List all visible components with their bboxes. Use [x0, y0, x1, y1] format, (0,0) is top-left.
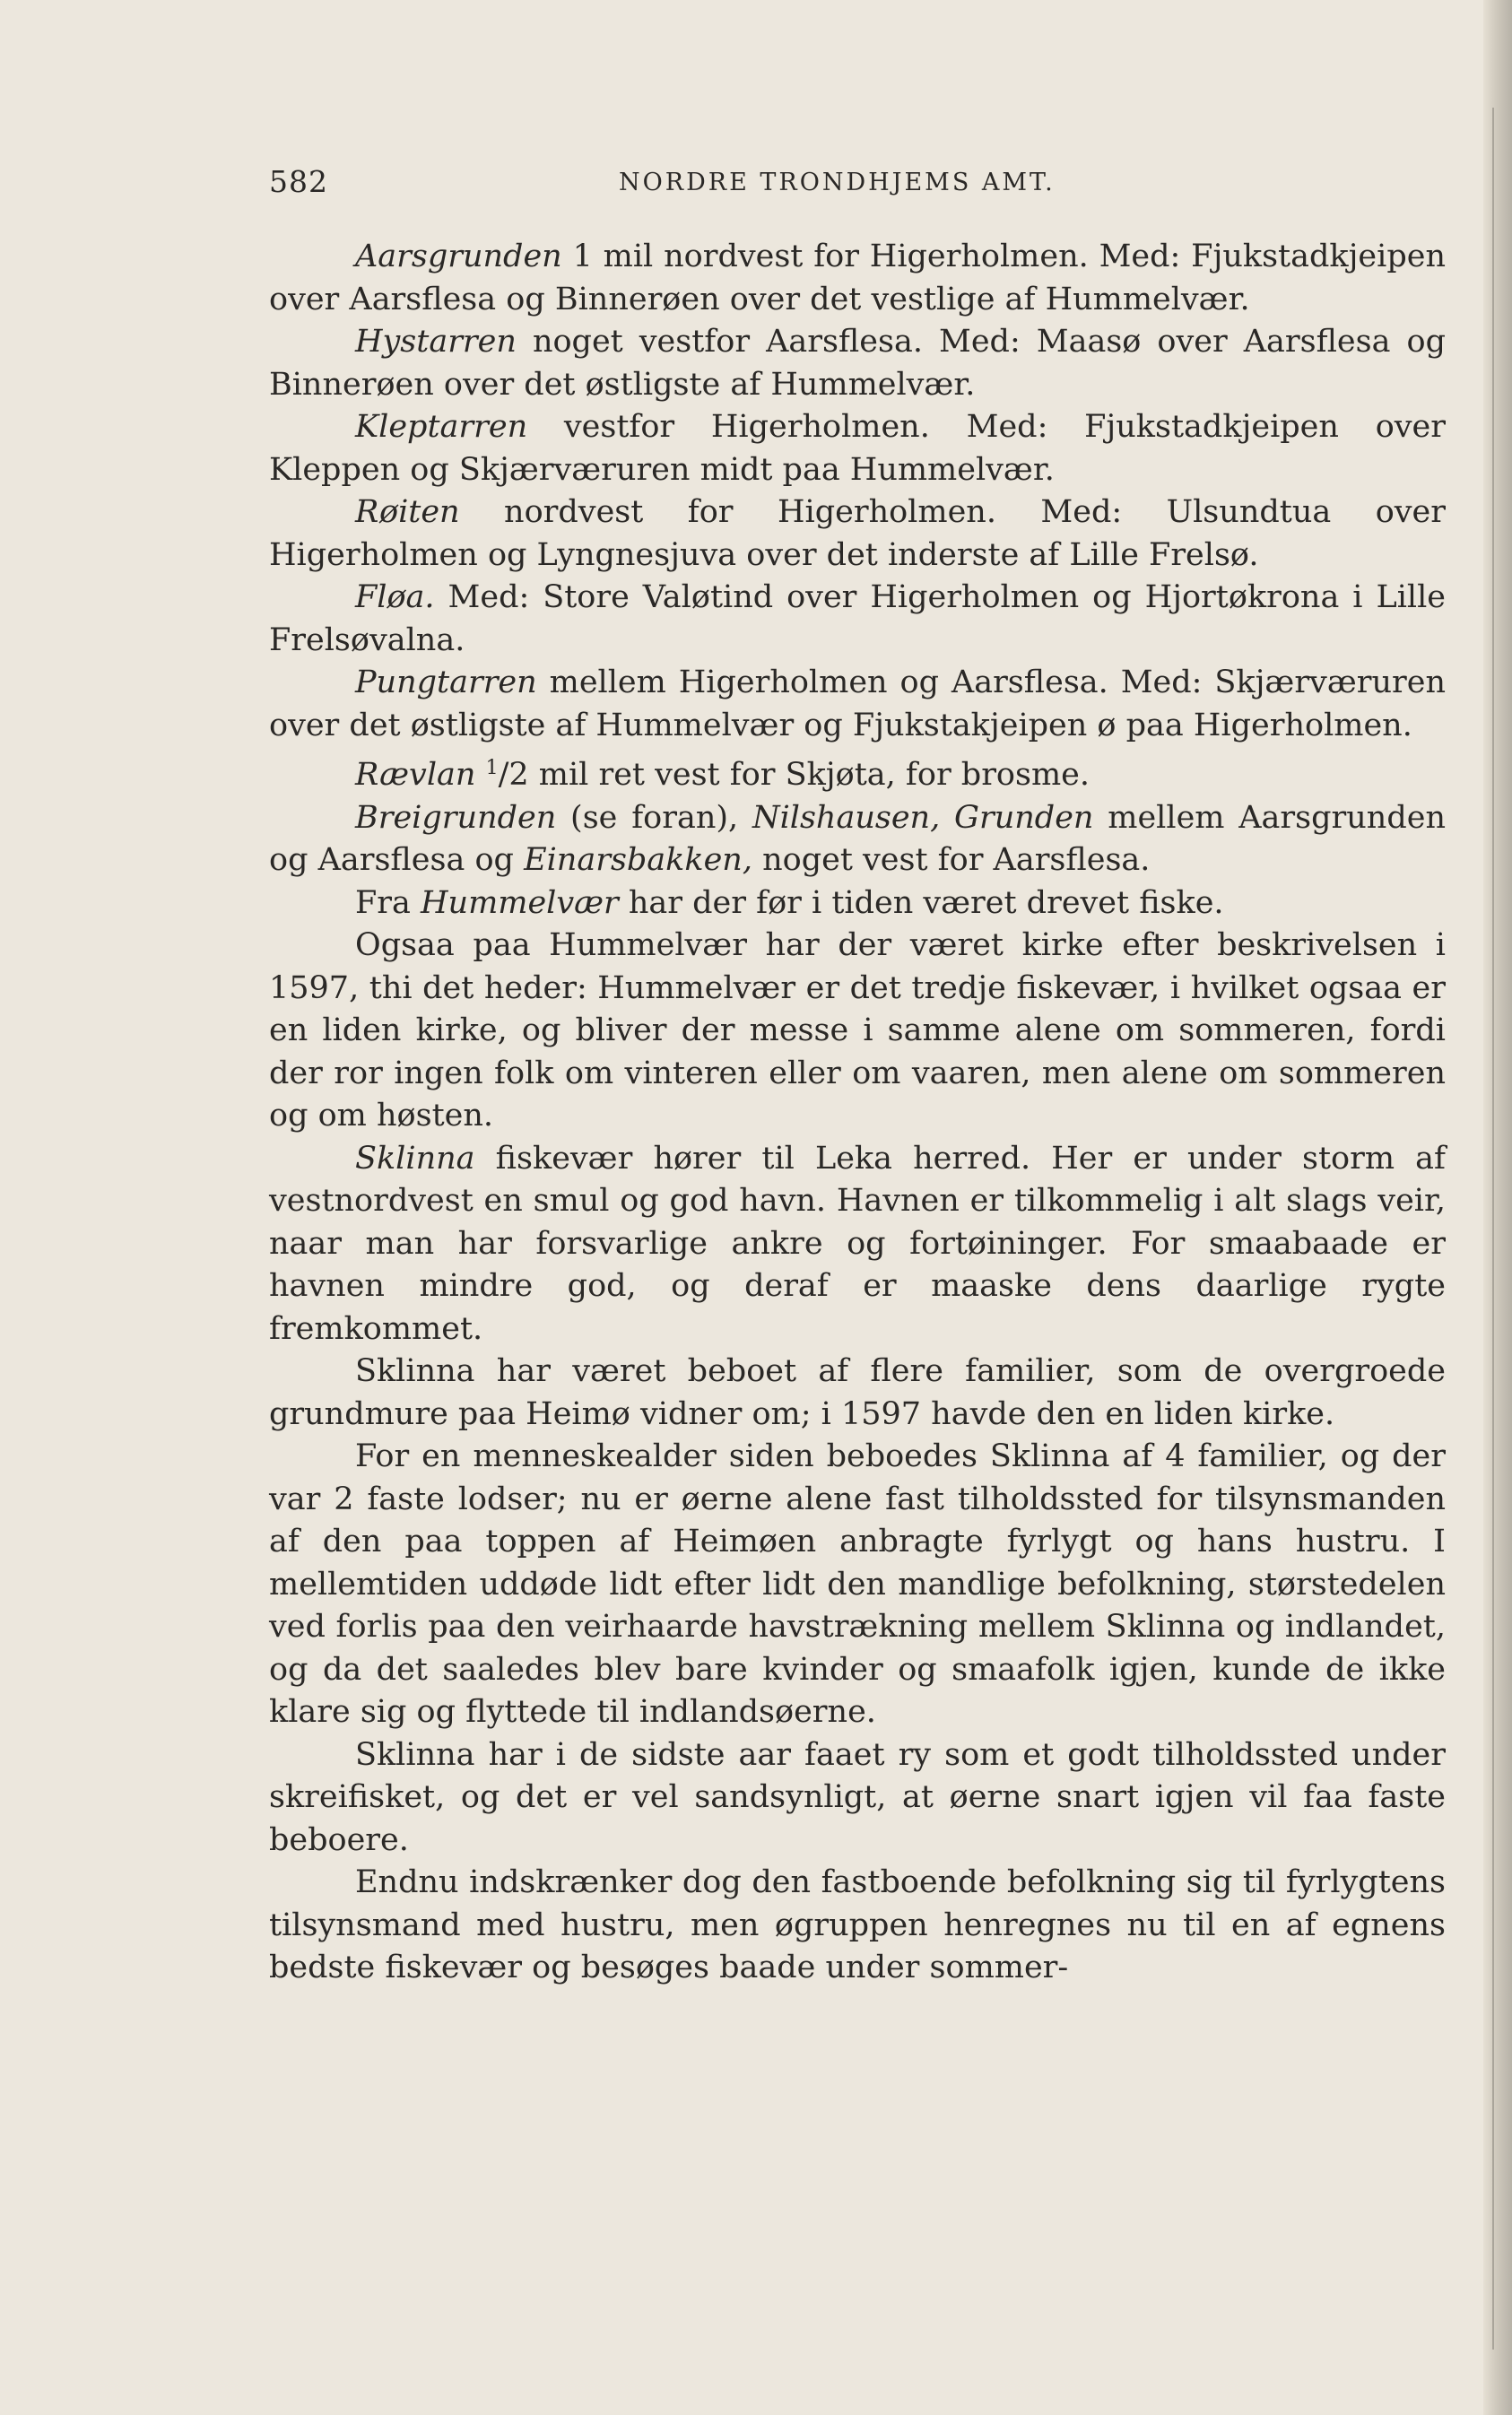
paragraph-text: (se foran),: [556, 799, 752, 836]
place-name: Breigrunden: [355, 799, 557, 836]
page-edge-shadow: [1483, 0, 1512, 2415]
paragraph-text: Fra: [355, 884, 421, 921]
paragraph-text: fiskevær hører til Leka herred. Her er under storm af vestnordvest en smul og god havn. Havnen er tilkommelig i alt slags veir, naar man har forsvarlige ankre og fortøininger. For smaabaade er havnen mindre god, og deraf er maaske dens daarlige rygte fremkommet.: [269, 1140, 1446, 1347]
page-header: [269, 164, 1446, 209]
place-name: Hystarren: [355, 324, 517, 360]
paragraph-text: nordvest for Higerholmen. Med: Ulsundtua over Higerholmen og Lyngnesjuva over det inderste af Lille Frelsø.: [269, 494, 1446, 573]
paragraph-kleptarren: [269, 406, 1446, 491]
paragraph-text: vestfor Higerholmen. Med: Fjukstadkjeipen over Kleppen og Skjærværuren midt paa Hummelvær.: [269, 409, 1446, 488]
paragraph-breigrunden: [269, 797, 1446, 882]
place-name: Rævlan: [355, 757, 476, 793]
running-head: NORDRE TRONDHJEMS AMT.: [619, 169, 1056, 196]
place-name: Hummelvær: [421, 884, 619, 921]
place-name: Sklinna: [355, 1140, 475, 1177]
paragraph-floa: [269, 577, 1446, 662]
paragraph-ry: Sklinna har i de sidste aar faaet ry som et godt tilholdssted under skreifisket, og det er vel sandsynligt, at øerne snart igjen vil faa faste beboere.: [269, 1736, 1446, 1858]
paragraph-roiten: [269, 491, 1446, 577]
paragraph-hystarren: [269, 321, 1446, 406]
fraction-denominator: /2: [498, 757, 529, 793]
paragraph-endnu: Endnu indskrænker dog den fastboende befolkning sig til fyrlygtens tilsynsmand med hustru, men øgruppen henregnes nu til en af egnens bedste fiskevær og besøges baade under sommer-: [269, 1864, 1446, 1985]
paragraph-text: har der før i tiden været drevet fiske.: [618, 884, 1224, 921]
page-edge-line: [1492, 108, 1494, 2350]
place-name: Nilshausen,: [752, 799, 941, 836]
place-name: Røiten: [355, 494, 460, 530]
place-name: Einarsbakken,: [524, 842, 752, 878]
paragraph-text: mellem Aarsgrunden og Aarsflesa og: [269, 799, 1446, 878]
place-name: Aarsgrunden: [355, 239, 562, 274]
paragraph-text: Med: Store Valøtind over Higerholmen og Hjortøkrona i Lille Frelsøvalna.: [269, 579, 1446, 658]
paragraph-text: mellem Higerholmen og Aarsflesa. Med: Skjærværuren over det østligste af Hummelvær og Fjukstakjeipen ø paa Higerholmen.: [269, 665, 1446, 743]
place-name: Grunden: [954, 799, 1094, 836]
body-text: [269, 236, 1446, 1990]
paragraph-text: [940, 800, 954, 836]
paragraph-sklinna: [269, 1138, 1446, 1351]
paragraph-sklinna-beboet: Sklinna har været beboet af flere familier, som de overgroede grundmure paa Heimø vidner om; i 1597 havde den en liden kirke.: [269, 1353, 1446, 1432]
place-name: Pungtarren: [355, 665, 537, 700]
paragraph-text: noget vestfor Aarsflesa. Med: Maasø over Aarsflesa og Binnerøen over det østligste af Hummelvær.: [269, 324, 1446, 403]
paragraph-menneskealder: For en menneskealder siden beboedes Sklinna af 4 familier, og der var 2 faste lodser; nu er øerne alene fast tilholdssted for tilsynsmanden af den paa toppen af Heimøen anbragte fyrlygt og hans hustru. I mellemtiden uddøde lidt efter lidt den mandlige befolkning, størstedelen ved forlis paa den veirhaarde havstrækning mellem Sklinna og indlandet, og da det saaledes blev bare kvinder og smaafolk igjen, kunde de ikke klare sig og flyttede til indlandsøerne.: [269, 1438, 1446, 1730]
place-name: Fløa.: [355, 579, 435, 615]
page-number: 582: [269, 164, 328, 199]
paragraph-kirke: Ogsaa paa Hummelvær har der været kirke efter beskrivelsen i 1597, thi det heder: Hummelvær er det tredje fiskevær, i hvilket ogsaa er en liden kirke, og bliver der messe i samme alene om sommeren, fordi der ror ingen folk om vinteren eller om vaaren, men alene om sommeren og om høsten.: [269, 927, 1446, 1134]
paragraph-raevlan: [269, 747, 1446, 797]
paragraph-hummelvaer-fiske: [269, 882, 1446, 925]
paragraph-pungtarren: [269, 662, 1446, 747]
paragraph-text: 1 mil nordvest for Higerholmen. Med: Fjukstadkjeipen over Aarsflesa og Binnerøen over det vestlige af Hummelvær.: [269, 239, 1446, 317]
paragraph-aarsgrunden: [269, 236, 1446, 321]
place-name: Kleptarren: [355, 409, 528, 445]
paragraph-text: mil ret vest for Skjøta, for brosme.: [528, 757, 1090, 793]
paragraph-text: noget vest for Aarsflesa.: [752, 842, 1151, 878]
fraction-numerator: 1: [485, 757, 499, 779]
